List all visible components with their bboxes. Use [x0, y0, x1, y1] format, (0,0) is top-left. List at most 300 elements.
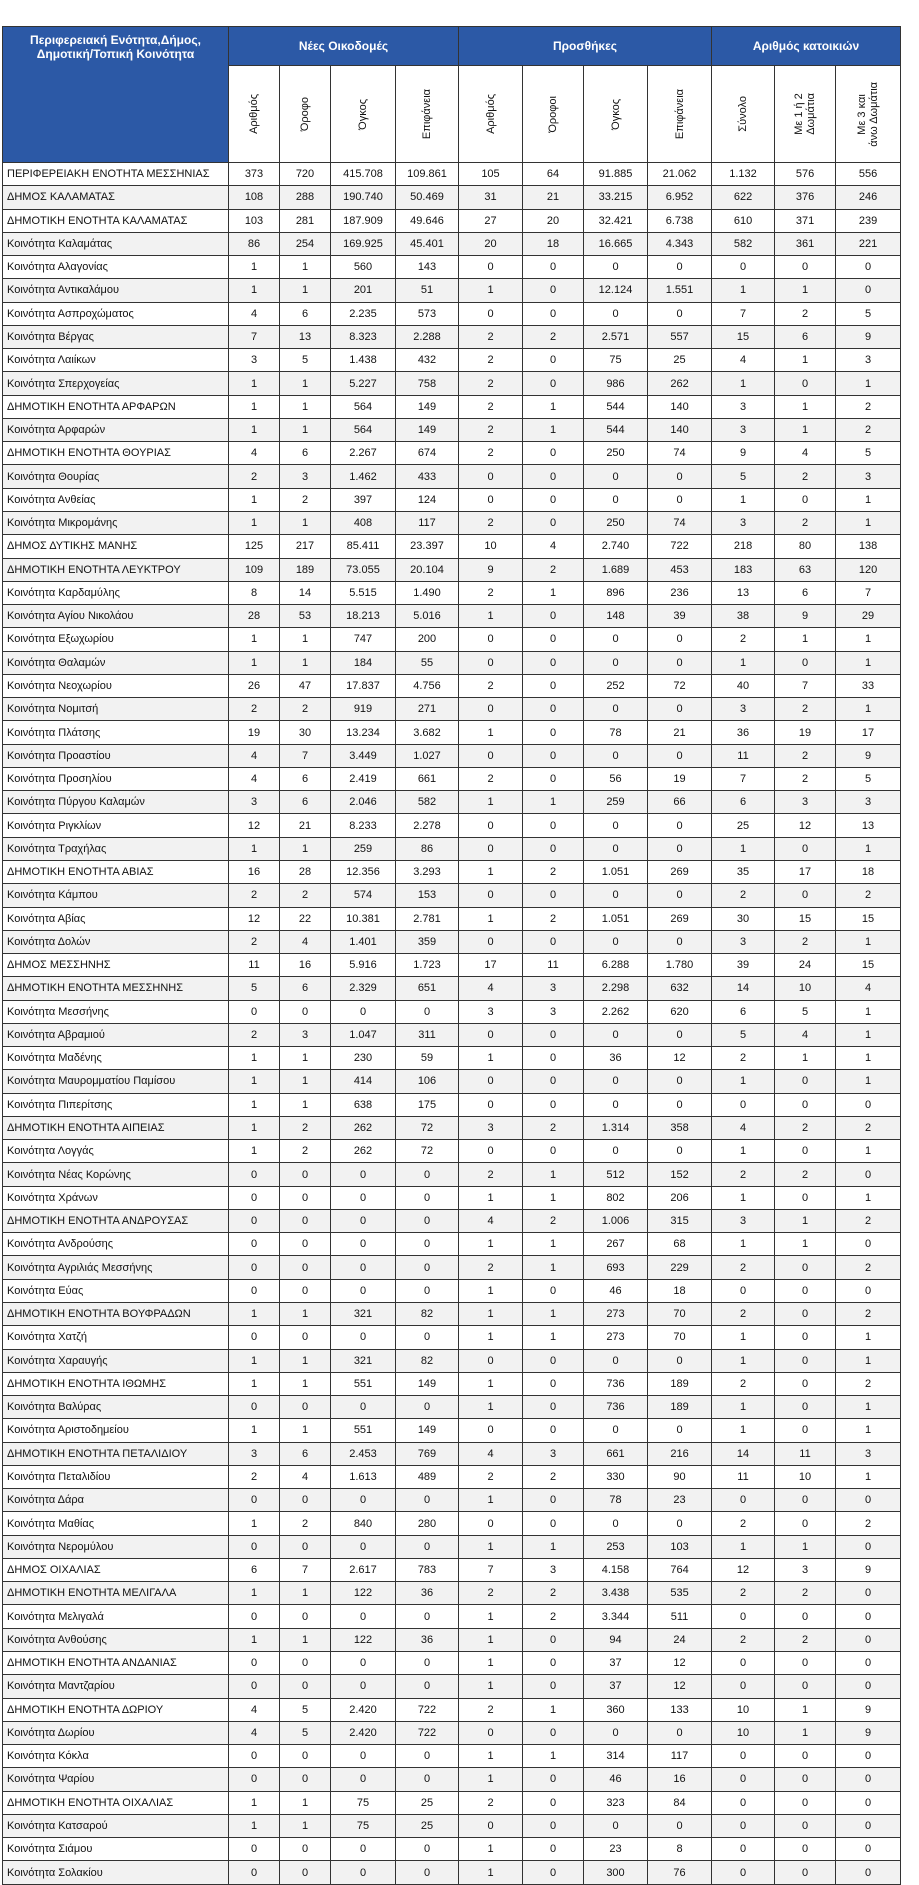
value-cell: 252: [584, 674, 648, 697]
value-cell: 2: [775, 511, 836, 534]
table-row: [3, 558, 901, 581]
value-cell: 37: [584, 1675, 648, 1698]
value-cell: 6.288: [584, 954, 648, 977]
value-cell: 3: [712, 1209, 775, 1232]
value-cell: 0: [836, 1838, 901, 1861]
value-cell: 0: [331, 1209, 396, 1232]
value-cell: 1.047: [331, 1023, 396, 1046]
table-row: [3, 698, 901, 721]
value-cell: 190.740: [331, 186, 396, 209]
value-cell: 103: [229, 209, 280, 232]
table-row: [3, 1279, 901, 1302]
table-row: [3, 1326, 901, 1349]
region-name-cell: Κοινότητα Αντικαλάμου: [3, 279, 229, 302]
subcolumn-header: Αριθμός: [229, 66, 280, 163]
value-cell: 0: [523, 349, 584, 372]
value-cell: 17.837: [331, 674, 396, 697]
region-name-cell: Κοινότητα Αβίας: [3, 907, 229, 930]
value-cell: 76: [648, 1861, 712, 1884]
value-cell: 638: [331, 1093, 396, 1116]
table-row: [3, 1256, 901, 1279]
value-cell: 30: [280, 721, 331, 744]
value-cell: 3.344: [584, 1605, 648, 1628]
value-cell: 0: [396, 1768, 459, 1791]
value-cell: 840: [331, 1512, 396, 1535]
value-cell: 1: [280, 1372, 331, 1395]
value-cell: 371: [775, 209, 836, 232]
value-cell: 10.381: [331, 907, 396, 930]
value-cell: 16: [280, 954, 331, 977]
value-cell: 12: [648, 1652, 712, 1675]
value-cell: 0: [836, 1652, 901, 1675]
value-cell: 10: [775, 1465, 836, 1488]
region-name-cell: Κοινότητα Ψαρίου: [3, 1768, 229, 1791]
value-cell: 2: [712, 1047, 775, 1070]
value-cell: 0: [459, 488, 523, 511]
value-cell: 1: [836, 837, 901, 860]
value-cell: 1: [523, 395, 584, 418]
value-cell: 1: [459, 1326, 523, 1349]
value-cell: 722: [396, 1698, 459, 1721]
value-cell: 722: [396, 1721, 459, 1744]
value-cell: 1: [836, 1000, 901, 1023]
value-cell: 512: [584, 1163, 648, 1186]
value-cell: 3: [836, 349, 901, 372]
value-cell: 1: [523, 1256, 584, 1279]
value-cell: 3: [712, 418, 775, 441]
value-cell: 0: [775, 1372, 836, 1395]
table-row: [3, 395, 901, 418]
region-name-cell: Κοινότητα Νέας Κορώνης: [3, 1163, 229, 1186]
value-cell: 4: [229, 302, 280, 325]
value-cell: 0: [523, 1721, 584, 1744]
value-cell: 0: [280, 1326, 331, 1349]
value-cell: 0: [523, 1419, 584, 1442]
value-cell: 56: [584, 767, 648, 790]
value-cell: 651: [396, 977, 459, 1000]
value-cell: 1: [775, 1698, 836, 1721]
value-cell: 10: [712, 1721, 775, 1744]
table-row: [3, 1093, 901, 1116]
value-cell: 1: [712, 1349, 775, 1372]
value-cell: 0: [459, 1070, 523, 1093]
value-cell: 1.723: [396, 954, 459, 977]
value-cell: 2.262: [584, 1000, 648, 1023]
value-cell: 0: [775, 1396, 836, 1419]
subcolumn-header: Με 1 ή 2 Δωμάτια: [775, 66, 836, 163]
value-cell: 747: [331, 628, 396, 651]
region-name-cell: Κοινότητα Τραχήλας: [3, 837, 229, 860]
table-row: [3, 1233, 901, 1256]
value-cell: 1: [775, 279, 836, 302]
value-cell: 1.051: [584, 907, 648, 930]
value-cell: 2.617: [331, 1558, 396, 1581]
table-row: [3, 791, 901, 814]
value-cell: 1: [712, 279, 775, 302]
value-cell: 4.158: [584, 1558, 648, 1581]
table-header: [3, 27, 901, 163]
value-cell: 1: [775, 1047, 836, 1070]
value-cell: 1: [280, 1419, 331, 1442]
value-cell: 0: [396, 1745, 459, 1768]
value-cell: 0: [523, 930, 584, 953]
value-cell: 189: [280, 558, 331, 581]
region-name-cell: Κοινότητα Ανθείας: [3, 488, 229, 511]
region-name-cell: Κοινότητα Ασπροχώματος: [3, 302, 229, 325]
value-cell: 321: [331, 1303, 396, 1326]
value-cell: 610: [712, 209, 775, 232]
value-cell: 1: [229, 1791, 280, 1814]
region-name-cell: ΔΗΜΟΤΙΚΗ ΕΝΟΤΗΤΑ ΠΕΤΑΛΙΔΙΟΥ: [3, 1442, 229, 1465]
value-cell: 152: [648, 1163, 712, 1186]
value-cell: 2: [459, 674, 523, 697]
table-row: [3, 1186, 901, 1209]
value-cell: 0: [229, 1256, 280, 1279]
value-cell: 55: [396, 651, 459, 674]
table-row: [3, 418, 901, 441]
value-cell: 582: [712, 232, 775, 255]
value-cell: 2.740: [584, 535, 648, 558]
table-row: [3, 1163, 901, 1186]
value-cell: 0: [775, 1791, 836, 1814]
value-cell: 27: [459, 209, 523, 232]
value-cell: 0: [523, 1023, 584, 1046]
value-cell: 33.215: [584, 186, 648, 209]
value-cell: 269: [648, 860, 712, 883]
value-cell: 2: [523, 325, 584, 348]
value-cell: 0: [459, 744, 523, 767]
value-cell: 9: [836, 1721, 901, 1744]
value-cell: 2: [775, 465, 836, 488]
value-cell: 1: [280, 372, 331, 395]
value-cell: 75: [331, 1814, 396, 1837]
subcolumn-header: Σύνολο: [712, 66, 775, 163]
value-cell: 47: [280, 674, 331, 697]
value-cell: 2.781: [396, 907, 459, 930]
table-row: [3, 1605, 901, 1628]
table-row: [3, 1000, 901, 1023]
table-row: [3, 1814, 901, 1837]
value-cell: 4: [459, 977, 523, 1000]
value-cell: 6: [712, 791, 775, 814]
table-row: [3, 1512, 901, 1535]
value-cell: 4: [459, 1442, 523, 1465]
value-cell: 3: [712, 395, 775, 418]
value-cell: 0: [584, 1512, 648, 1535]
value-cell: 0: [229, 1163, 280, 1186]
value-cell: 1: [836, 628, 901, 651]
value-cell: 38: [712, 605, 775, 628]
value-cell: 1: [523, 1698, 584, 1721]
value-cell: 2: [836, 1512, 901, 1535]
value-cell: 0: [775, 372, 836, 395]
value-cell: 300: [584, 1861, 648, 1884]
value-cell: 4.756: [396, 674, 459, 697]
value-cell: 0: [836, 1814, 901, 1837]
value-cell: 19: [648, 767, 712, 790]
value-cell: 0: [331, 1489, 396, 1512]
value-cell: 0: [523, 1396, 584, 1419]
value-cell: 0: [648, 1814, 712, 1837]
value-cell: 9: [836, 1558, 901, 1581]
value-cell: 35: [712, 860, 775, 883]
value-cell: 0: [331, 1745, 396, 1768]
table-row: [3, 837, 901, 860]
value-cell: 0: [523, 1489, 584, 1512]
value-cell: 0: [229, 1279, 280, 1302]
value-cell: 0: [584, 256, 648, 279]
value-cell: 1: [775, 1209, 836, 1232]
value-cell: 1: [229, 1582, 280, 1605]
value-cell: 0: [648, 814, 712, 837]
value-cell: 3: [523, 977, 584, 1000]
value-cell: 11: [523, 954, 584, 977]
value-cell: 1: [459, 1628, 523, 1651]
value-cell: 0: [775, 1814, 836, 1837]
value-cell: 0: [229, 1605, 280, 1628]
value-cell: 1: [836, 1070, 901, 1093]
value-cell: 0: [280, 1000, 331, 1023]
value-cell: 280: [396, 1512, 459, 1535]
subcolumn-header: Επιφάνεια: [396, 66, 459, 163]
value-cell: 0: [712, 1814, 775, 1837]
value-cell: 200: [396, 628, 459, 651]
value-cell: 0: [523, 1652, 584, 1675]
region-name-cell: Κοινότητα Χατζή: [3, 1326, 229, 1349]
value-cell: 262: [331, 1116, 396, 1139]
value-cell: 0: [280, 1489, 331, 1512]
value-cell: 2: [836, 1303, 901, 1326]
value-cell: 26: [229, 674, 280, 697]
value-cell: 68: [648, 1233, 712, 1256]
value-cell: 0: [280, 1233, 331, 1256]
value-cell: 16: [229, 860, 280, 883]
value-cell: 0: [523, 1047, 584, 1070]
value-cell: 59: [396, 1047, 459, 1070]
value-cell: 187.909: [331, 209, 396, 232]
value-cell: 183: [712, 558, 775, 581]
value-cell: 0: [331, 1768, 396, 1791]
value-cell: 2: [836, 1256, 901, 1279]
value-cell: 5: [836, 442, 901, 465]
value-cell: 1: [459, 1861, 523, 1884]
table-row: [3, 674, 901, 697]
region-name-cell: Κοινότητα Ανθούσης: [3, 1628, 229, 1651]
value-cell: 2: [523, 860, 584, 883]
value-cell: 0: [836, 279, 901, 302]
value-cell: 0: [775, 1140, 836, 1163]
value-cell: 0: [775, 1326, 836, 1349]
value-cell: 70: [648, 1303, 712, 1326]
value-cell: 12: [229, 907, 280, 930]
region-name-cell: ΠΕΡΙΦΕΡΕΙΑΚΗ ΕΝΟΤΗΤΑ ΜΕΣΣΗΝΙΑΣ: [3, 163, 229, 186]
value-cell: 12.356: [331, 860, 396, 883]
value-cell: 0: [836, 1791, 901, 1814]
region-name-cell: Κοινότητα Προαστίου: [3, 744, 229, 767]
region-name-cell: ΔΗΜΟΤΙΚΗ ΕΝΟΤΗΤΑ ΔΩΡΙΟΥ: [3, 1698, 229, 1721]
value-cell: 1: [229, 488, 280, 511]
value-cell: 51: [396, 279, 459, 302]
value-cell: 1: [229, 1070, 280, 1093]
value-cell: 13: [836, 814, 901, 837]
value-cell: 7: [712, 302, 775, 325]
value-cell: 271: [396, 698, 459, 721]
value-cell: 6: [229, 1558, 280, 1581]
value-cell: 4: [229, 442, 280, 465]
value-cell: 0: [775, 256, 836, 279]
value-cell: 1: [523, 1535, 584, 1558]
region-name-cell: ΔΗΜΟΤΙΚΗ ΕΝΟΤΗΤΑ ΟΙΧΑΛΙΑΣ: [3, 1791, 229, 1814]
value-cell: 0: [523, 628, 584, 651]
value-cell: 1: [775, 1233, 836, 1256]
value-cell: 1: [523, 1745, 584, 1768]
value-cell: 5: [280, 349, 331, 372]
value-cell: 0: [836, 1093, 901, 1116]
region-name-cell: Κοινότητα Βαλύρας: [3, 1396, 229, 1419]
value-cell: 661: [584, 1442, 648, 1465]
table-row: [3, 1675, 901, 1698]
value-cell: 0: [523, 511, 584, 534]
value-cell: 0: [280, 1605, 331, 1628]
value-cell: 0: [712, 1768, 775, 1791]
value-cell: 236: [648, 581, 712, 604]
table-row: [3, 954, 901, 977]
region-name-cell: Κοινότητα Πλάτσης: [3, 721, 229, 744]
table-row: [3, 860, 901, 883]
value-cell: 86: [229, 232, 280, 255]
value-cell: 1: [229, 511, 280, 534]
value-cell: 0: [836, 1279, 901, 1302]
value-cell: 1: [459, 1396, 523, 1419]
value-cell: 1: [775, 1535, 836, 1558]
value-cell: 1: [229, 1628, 280, 1651]
value-cell: 259: [584, 791, 648, 814]
value-cell: 323: [584, 1791, 648, 1814]
value-cell: 1: [229, 372, 280, 395]
value-cell: 358: [648, 1116, 712, 1139]
value-cell: 239: [836, 209, 901, 232]
value-cell: 6: [280, 767, 331, 790]
value-cell: 1: [836, 1047, 901, 1070]
value-cell: 0: [648, 488, 712, 511]
value-cell: 2: [459, 581, 523, 604]
value-cell: 0: [396, 1256, 459, 1279]
table-row: [3, 1698, 901, 1721]
region-name-cell: Κοινότητα Αριστοδημείου: [3, 1419, 229, 1442]
value-cell: 1: [712, 1070, 775, 1093]
value-cell: 0: [523, 1861, 584, 1884]
value-cell: 0: [459, 814, 523, 837]
region-name-cell: Κοινότητα Αλαγονίας: [3, 256, 229, 279]
value-cell: 74: [648, 442, 712, 465]
value-cell: 560: [331, 256, 396, 279]
value-cell: 376: [775, 186, 836, 209]
value-cell: 1: [836, 1140, 901, 1163]
table-row: [3, 1070, 901, 1093]
value-cell: 1.132: [712, 163, 775, 186]
value-cell: 0: [280, 1396, 331, 1419]
region-name-cell: Κοινότητα Νομιτσή: [3, 698, 229, 721]
value-cell: 0: [396, 1209, 459, 1232]
value-cell: 2: [459, 442, 523, 465]
value-cell: 1: [459, 1768, 523, 1791]
value-cell: 2: [459, 511, 523, 534]
table-row: [3, 1140, 901, 1163]
value-cell: 2: [280, 1140, 331, 1163]
value-cell: 1: [712, 1140, 775, 1163]
value-cell: 17: [459, 954, 523, 977]
value-cell: 1: [836, 930, 901, 953]
value-cell: 36: [396, 1628, 459, 1651]
value-cell: 0: [775, 1512, 836, 1535]
value-cell: 0: [523, 744, 584, 767]
value-cell: 75: [584, 349, 648, 372]
subcolumn-header: Όγκος: [584, 66, 648, 163]
value-cell: 1: [459, 1233, 523, 1256]
value-cell: 3: [775, 791, 836, 814]
region-name-cell: ΔΗΜΟΤΙΚΗ ΕΝΟΤΗΤΑ ΑΡΦΑΡΩΝ: [3, 395, 229, 418]
value-cell: 896: [584, 581, 648, 604]
value-cell: 4: [836, 977, 901, 1000]
value-cell: 1: [280, 511, 331, 534]
value-cell: 2.420: [331, 1721, 396, 1744]
value-cell: 1: [712, 1535, 775, 1558]
region-name-cell: ΔΗΜΟΤΙΚΗ ΕΝΟΤΗΤΑ ΑΝΔΑΝΙΑΣ: [3, 1652, 229, 1675]
region-name-cell: Κοινότητα Πεταλιδίου: [3, 1465, 229, 1488]
region-name-cell: Κοινότητα Μαυρομματίου Παμίσου: [3, 1070, 229, 1093]
value-cell: 0: [836, 1768, 901, 1791]
table-row: [3, 349, 901, 372]
value-cell: 21: [648, 721, 712, 744]
table-row: [3, 628, 901, 651]
value-cell: 21.062: [648, 163, 712, 186]
value-cell: 1: [459, 1489, 523, 1512]
region-name-cell: Κοινότητα Αρφαρών: [3, 418, 229, 441]
value-cell: 0: [396, 1000, 459, 1023]
value-cell: 1: [280, 1093, 331, 1116]
value-cell: 1: [523, 791, 584, 814]
table-row: [3, 488, 901, 511]
value-cell: 2.278: [396, 814, 459, 837]
value-cell: 2: [523, 1209, 584, 1232]
value-cell: 0: [712, 1605, 775, 1628]
value-cell: 693: [584, 1256, 648, 1279]
value-cell: 1: [280, 279, 331, 302]
value-cell: 1: [280, 1628, 331, 1651]
value-cell: 4: [280, 1465, 331, 1488]
value-cell: 1: [459, 721, 523, 744]
value-cell: 2: [459, 349, 523, 372]
value-cell: 415.708: [331, 163, 396, 186]
value-cell: 0: [459, 884, 523, 907]
value-cell: 138: [836, 535, 901, 558]
value-cell: 0: [648, 628, 712, 651]
statistics-table-container: [2, 26, 901, 1885]
value-cell: 0: [584, 1814, 648, 1837]
value-cell: 3: [229, 349, 280, 372]
value-cell: 1: [229, 651, 280, 674]
value-cell: 23: [584, 1838, 648, 1861]
value-cell: 1.613: [331, 1465, 396, 1488]
value-cell: 551: [331, 1419, 396, 1442]
value-cell: 206: [648, 1186, 712, 1209]
value-cell: 1: [459, 1605, 523, 1628]
value-cell: 1: [459, 1279, 523, 1302]
table-row: [3, 535, 901, 558]
value-cell: 0: [836, 1605, 901, 1628]
table-row: [3, 279, 901, 302]
value-cell: 8.233: [331, 814, 396, 837]
